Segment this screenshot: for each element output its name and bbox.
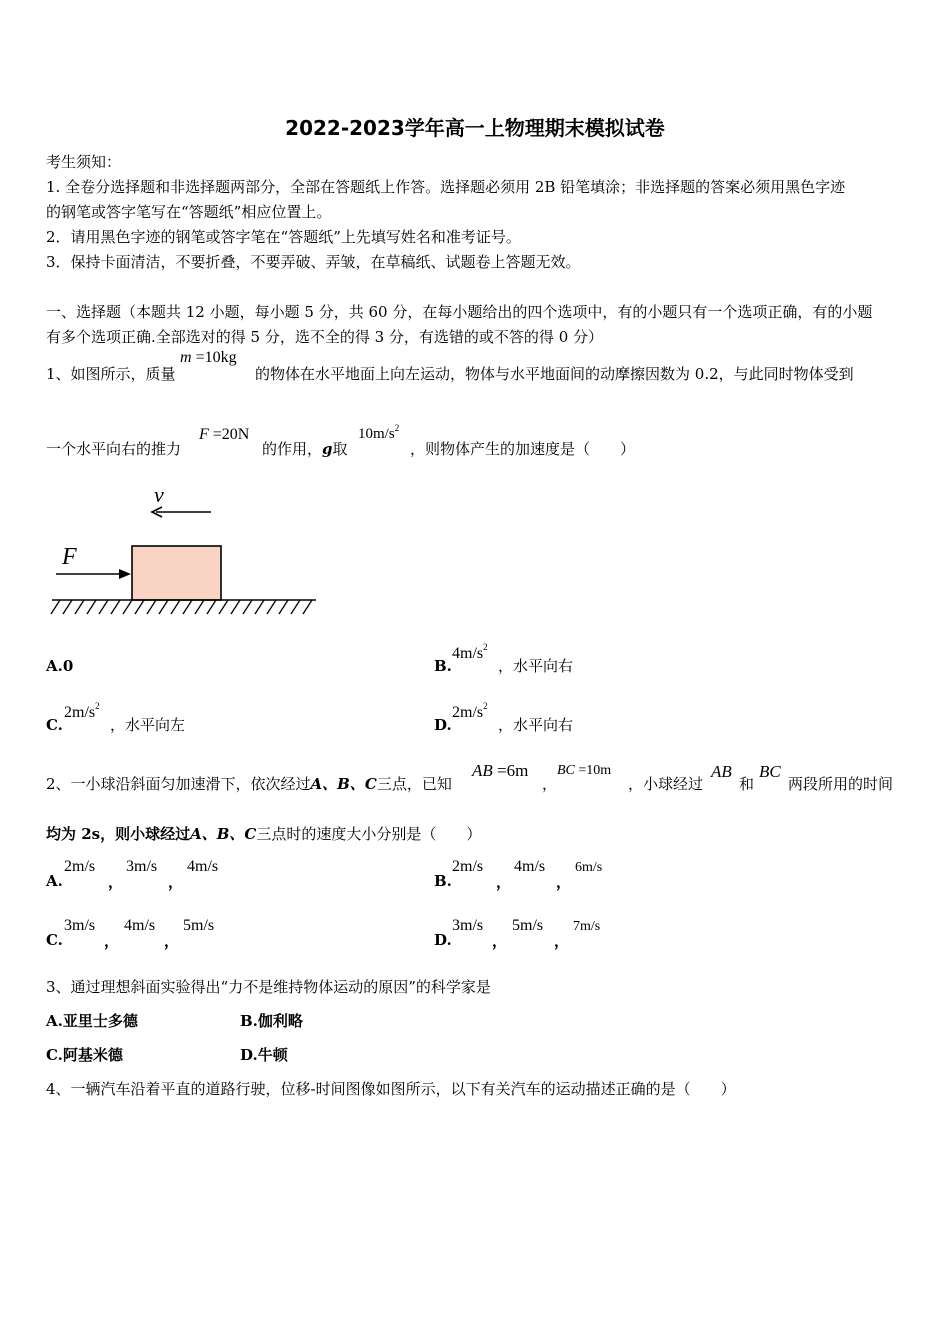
q2-option-a-sep1: ， — [108, 873, 124, 891]
q1-mass-formula — [180, 349, 237, 367]
q1-force-formula — [199, 426, 249, 444]
q1-option-b-value — [452, 642, 488, 663]
q2-points: A、B、C — [310, 775, 377, 793]
q2-points-2: A、B、C — [190, 825, 257, 843]
q2-bc-formula — [557, 763, 611, 779]
force-label: F — [62, 544, 77, 570]
q2-option-d-v2: 5m/s — [512, 917, 544, 934]
hatch-line — [171, 600, 180, 614]
q2-option-a-sep2: ， — [168, 873, 184, 891]
q2-option-b-sep1: ， — [496, 873, 512, 891]
q2-option-a-v2: 3m/s — [126, 858, 158, 875]
hatch-line — [279, 600, 288, 614]
q2-option-c-v2: 4m/s — [124, 917, 156, 934]
force-arrowhead — [119, 569, 131, 579]
hatch-line — [51, 600, 60, 614]
q2-option-b-v3: 6m/s — [575, 860, 603, 875]
hatch-line — [135, 600, 144, 614]
hatch-line — [243, 600, 252, 614]
q4-text: 4、一辆汽车沿着平直的道路行驶，位移-时间图像如图所示，以下有关汽车的运动描述正确的是（ ） — [46, 1080, 736, 1098]
q2-option-c-label: C. — [46, 931, 63, 949]
q2-option-c-v1: 3m/s — [64, 917, 96, 934]
hatch-line — [159, 600, 168, 614]
notice-heading: 考生须知： — [46, 153, 122, 171]
q2-ab-var-2: AB — [711, 762, 732, 781]
notice-line-1a: 1. 全卷分选择题和非选择题两部分，全部在答题纸上作答。选择题必须用 2B 铅笔填涂；非选择题的答案必须用黑色字迹 — [46, 178, 846, 196]
q1-option-a-label: A. — [46, 657, 63, 675]
q2-text-time: 均为 2s，则小球经过 — [46, 825, 191, 843]
q2-bc-var: BC — [557, 763, 575, 778]
q2-option-c-sep1: ， — [104, 932, 120, 950]
hatch-line — [291, 600, 300, 614]
q1-option-d-label[interactable]: D. — [434, 716, 452, 734]
q3-option-c[interactable]: C.阿基米德 — [46, 1046, 123, 1064]
q2-option-a-v1: 2m/s — [64, 858, 96, 875]
hatch-line — [99, 600, 108, 614]
q2-option-d-sep1: ， — [492, 932, 508, 950]
q2-ab-formula — [472, 761, 528, 781]
q2-bc-var-2: BC — [759, 762, 781, 781]
q1-option-c-direction: ，水平向左 — [110, 716, 186, 734]
q3-option-b[interactable]: B.伽利略 — [240, 1012, 303, 1030]
q1-option-a[interactable] — [46, 657, 73, 675]
q2-text-part-1 — [46, 774, 452, 794]
q1-option-d-value — [452, 701, 488, 722]
hatch-line — [183, 600, 192, 614]
q2-option-c-sep2: ， — [164, 932, 180, 950]
q3-text: 3、通过理想斜面实验得出“力不是维持物体运动的原因”的科学家是 — [46, 978, 491, 996]
hatch-line — [219, 600, 228, 614]
exam-title: 2022-2023学年高一上物理期末模拟试卷 — [285, 116, 665, 140]
block — [132, 546, 221, 600]
q1-option-d-exponent: 2 — [483, 701, 488, 711]
q2-text-question: 三点时的速度大小分别是（ ） — [256, 825, 482, 843]
q1-option-a-value: 0 — [62, 657, 74, 675]
hatch-line — [75, 600, 84, 614]
q1-text-take: 取 — [332, 440, 348, 458]
q2-bc-value: =10m — [574, 763, 612, 778]
q1-option-b-direction: ，水平向右 — [498, 657, 574, 675]
hatch-line — [123, 600, 132, 614]
notice-line-2: 2．请用黑色字迹的钢笔或答字笔在“答题纸”上先填写姓名和准考证号。 — [46, 228, 521, 246]
q1-mass-value: =10kg — [191, 349, 237, 366]
q2-text-part-4 — [46, 824, 481, 844]
q2-text-part-3: 两段所用的时间 — [788, 775, 894, 793]
q1-g-var: g — [322, 440, 333, 458]
q1-g-exponent: 2 — [394, 423, 400, 433]
q2-comma-1: ， — [542, 775, 558, 793]
section-line-2: 有多个选项正确.全部选对的得 5 分，选不全的得 3 分，有选错的或不答的得 0 分） — [46, 328, 604, 346]
q1-mass-var: m — [180, 349, 192, 366]
q2-option-b-sep2: ， — [556, 873, 572, 891]
q1-text-part-2: 的物体在水平地面上向左运动，物体与水平地面间的动摩擦因数为 0.2，与此同时物体受到 — [255, 365, 854, 383]
q1-option-b-exponent: 2 — [483, 642, 488, 652]
q1-option-c-label[interactable]: C. — [46, 716, 63, 734]
q2-ab-var: AB — [472, 761, 493, 780]
q1-force-diagram — [46, 478, 326, 623]
q1-text-part-3: 一个水平向右的推力 — [46, 440, 182, 458]
hatch-line — [231, 600, 240, 614]
q1-option-d-number: 2m/s — [452, 704, 484, 721]
hatch-line — [87, 600, 96, 614]
q2-option-b-v1: 2m/s — [452, 858, 484, 875]
q2-option-a-label: A. — [46, 872, 63, 890]
hatch-line — [207, 600, 216, 614]
notice-line-1b: 的钢笔或答字笔写在“答题纸”相应位置上。 — [46, 203, 332, 221]
q2-option-d-label: D. — [434, 931, 452, 949]
velocity-label: v — [154, 482, 164, 507]
hatch-line — [63, 600, 72, 614]
q2-and: 和 — [739, 775, 755, 793]
q2-option-b-label: B. — [434, 872, 452, 890]
q2-option-d-v3: 7m/s — [573, 919, 601, 934]
q2-option-a-v3: 4m/s — [187, 858, 219, 875]
q1-text-part-5: ，则物体产生的加速度是（ ） — [410, 440, 636, 458]
q1-force-value: =20N — [208, 426, 250, 443]
q2-text-part-2: ，小球经过 — [628, 775, 704, 793]
hatch-line — [147, 600, 156, 614]
q1-g-value — [358, 423, 400, 443]
q2-option-d-v1: 3m/s — [452, 917, 484, 934]
ground-hatching — [51, 600, 312, 614]
q1-option-d-direction: ，水平向右 — [498, 716, 574, 734]
section-line-1: 一、选择题（本题共 12 小题，每小题 5 分，共 60 分，在每小题给出的四个选项中，有的小题只有一个选项正确，有的小题 — [46, 303, 873, 321]
notice-line-3: 3．保持卡面清洁，不要折叠，不要弄破、弄皱，在草稿纸、试题卷上答题无效。 — [46, 253, 581, 271]
q2-option-c-v3: 5m/s — [183, 917, 215, 934]
q3-option-a[interactable]: A.亚里士多德 — [46, 1012, 138, 1030]
hatch-line — [267, 600, 276, 614]
q3-option-d[interactable]: D.牛顿 — [240, 1046, 288, 1064]
hatch-line — [195, 600, 204, 614]
q1-text-part-4 — [262, 439, 348, 459]
hatch-line — [111, 600, 120, 614]
q2-option-b-v2: 4m/s — [514, 858, 546, 875]
q2-text-known: 三点，已知 — [376, 775, 452, 793]
q1-option-b-number: 4m/s — [452, 645, 484, 662]
q2-text-intro: 2、一小球沿斜面匀加速滑下，依次经过 — [46, 775, 311, 793]
q1-option-c-exponent: 2 — [95, 701, 100, 711]
hatch-line — [303, 600, 312, 614]
q1-g-number: 10m/s — [358, 426, 395, 442]
q2-ab-value: =6m — [492, 761, 529, 780]
q2-option-d-sep2: ， — [554, 932, 570, 950]
q1-text-part-1: 1、如图所示，质量 — [46, 365, 176, 383]
q1-force-var: F — [199, 426, 209, 443]
q1-option-c-value — [64, 701, 100, 722]
hatch-line — [255, 600, 264, 614]
q1-option-b-label[interactable]: B. — [434, 657, 452, 675]
q1-option-c-number: 2m/s — [64, 704, 96, 721]
q1-text-act: 的作用， — [262, 440, 323, 458]
